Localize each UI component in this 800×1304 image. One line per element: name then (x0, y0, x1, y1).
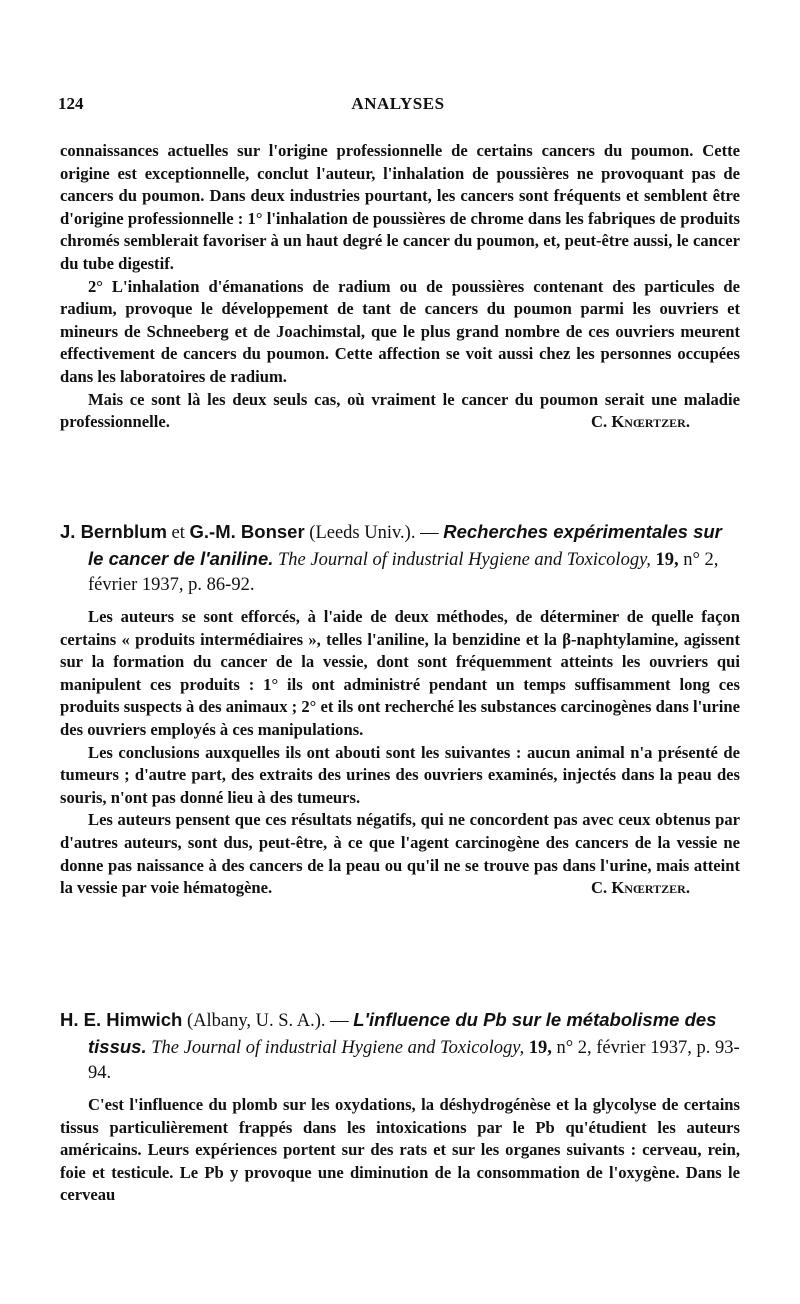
article-heading (60, 519, 740, 598)
paragraph: Les auteurs pensent que ces résultats négatifs, qui ne concordent pas avec ceux obtenus par d'autres auteurs, sont dus, peut-être, à ce que l'agent carcinogène des cancers de la vessie ne donne pas naissance à des cancers de la peau ou qu'il ne se trouve pas dans l'urine, mais atteint la vessie par voie hématogène. (60, 810, 740, 898)
analysis-continuation (60, 140, 740, 434)
signature-name: Knœrtzer. (611, 412, 690, 432)
issue-info: n° 2, février 1937, p. 86-92. (88, 550, 719, 595)
author-name: G.-M. Bonser (189, 521, 305, 542)
article-body (60, 606, 740, 900)
article-body (60, 1094, 740, 1207)
page-header (58, 94, 738, 118)
issue-info: n° 2, février 1937, p. 93-94. (88, 1038, 740, 1083)
paragraph: Les conclusions auxquelles ils ont abouti sont les suivantes : aucun animal n'a présenté de tumeurs ; d'autre part, des extraits des urines des ouvriers examinés, injectés dans la peau des souris, n'ont pas donné lieu à des tumeurs. (60, 742, 740, 807)
journal-volume: 19, (528, 1038, 552, 1058)
affiliation: (Leeds Univ.). (309, 523, 416, 543)
article-title: L'influence du Pb sur le métabolisme des tissus. (88, 1009, 717, 1057)
running-title: ANALYSES (351, 94, 445, 113)
paragraph: Mais ce sont là les deux seuls cas, où vraiment le cancer du poumon serait une maladie professionnelle. (60, 389, 740, 432)
journal-name: The Journal of industrial Hygiene and Toxicology, (278, 550, 651, 570)
signature-initial: C. (591, 412, 608, 432)
journal-name: The Journal of industrial Hygiene and Toxicology, (151, 1038, 525, 1058)
paragraph: connaissances actuelles sur l'origine professionnelle de certains cancers du poumon. Cette origine est exceptionnelle, conclut l'auteur, l'inhalation de poussières ne provoquant pas de cancers du poumon. Dans deux industries pourtant, les cancers sont fréquents et semblent être d'origine professionnelle : 1° l'inhalation de poussières de chrome dans les fabriques de produits chromés semblerait favoriser à un haut degré le cancer du poumon, et, peut-être aussi, le cancer du tube digestif. (60, 141, 740, 273)
dash: — (420, 523, 439, 543)
conjunction: et (171, 523, 185, 543)
journal-volume: 19, (655, 550, 679, 570)
signature-initial: C. (591, 878, 608, 898)
signature-name: Knœrtzer. (611, 878, 690, 898)
paragraph: Les auteurs se sont efforcés, à l'aide de deux méthodes, de déterminer de quelle façon certains « produits intermédiaires », telles l'aniline, la benzidine et la β-naphtylamine, agissent sur la formation du cancer de la vessie, dont sont fréquemment atteints les ouvriers qui manipulent ces produits : 1° ils ont administré pendant un temps suffisamment long ces produits suspects à des animaux ; 2° et ils ont recherché les substances carcinogènes dans l'urine des ouvriers employés à ces manipulations. (60, 607, 740, 739)
article-heading (60, 1007, 740, 1086)
paragraph: C'est l'influence du plomb sur les oxydations, la déshydrogénèse et la glycolyse de certains tissus particulièrement frappés dans les intoxications par le Pb qu'étudient les auteurs américains. Leurs expériences portent sur des rats et sur les organes suivants : cerveau, rein, foie et testicule. Le Pb y provoque une diminution de la consommation de l'oxygène. Dans le cerveau (60, 1095, 740, 1205)
author-name: J. Bernblum (60, 521, 167, 542)
affiliation: (Albany, U. S. A.). (186, 1011, 326, 1031)
paragraph: 2° L'inhalation d'émanations de radium ou de poussières contenant des particules de radium, provoque le développement de tant de cancers du poumon parmi les ouvriers et mineurs de Schneeberg et de Joachimstal, que le plus grand nombre de ces ouvriers meurent effectivement de cancers du poumon. Cette affection se voit aussi chez les personnes occupées dans les laboratoires de radium. (60, 276, 740, 386)
author-name: H. E. Himwich (60, 1009, 183, 1030)
article-title: Recherches expérimentales sur le cancer de l'aniline. (88, 521, 722, 569)
page-number: 124 (58, 94, 84, 113)
dash: — (330, 1011, 349, 1031)
